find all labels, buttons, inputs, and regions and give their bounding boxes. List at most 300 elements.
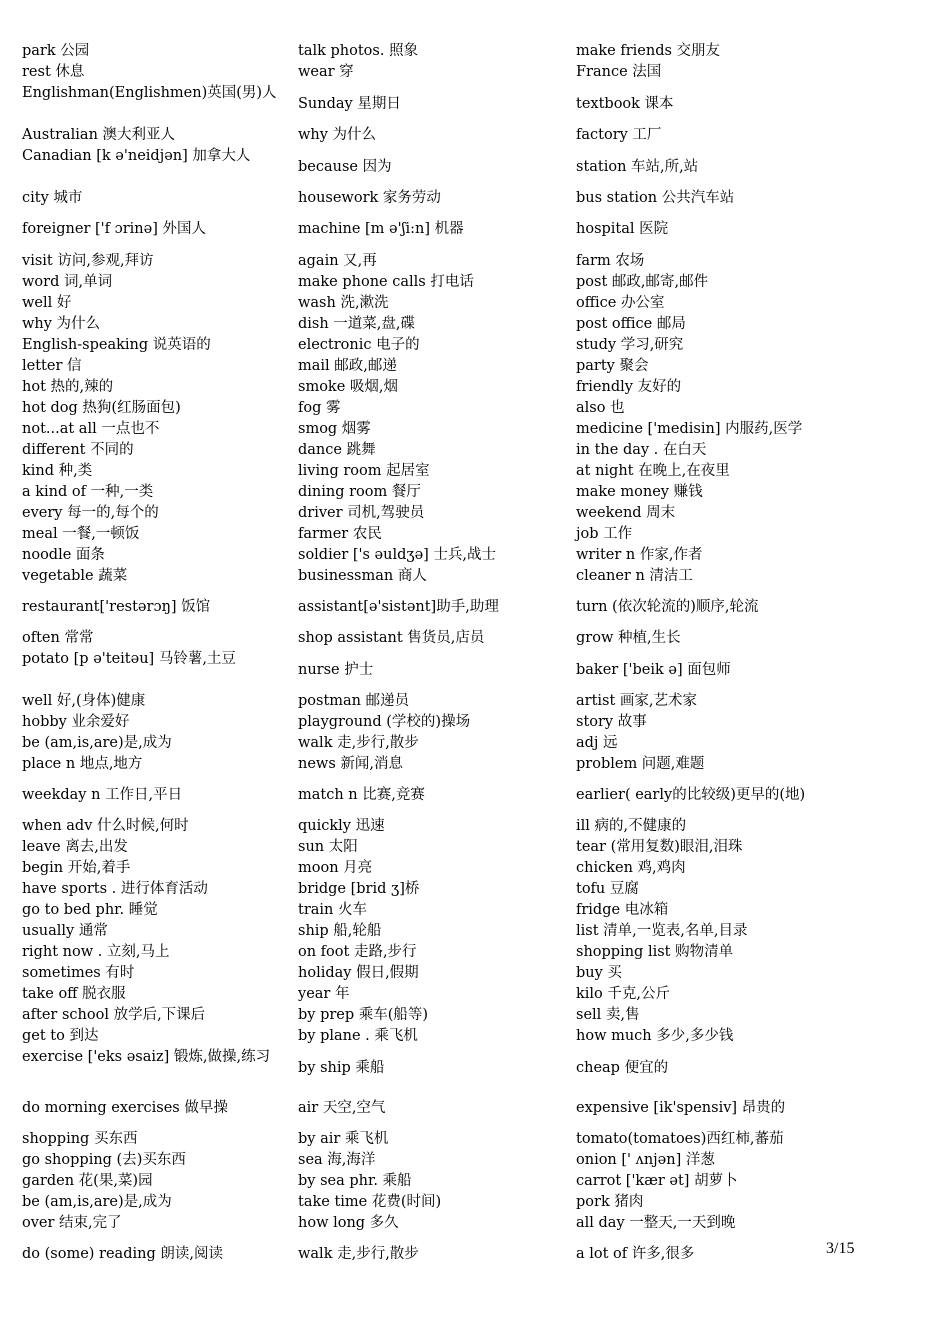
vocab-entry <box>576 219 896 240</box>
vocab-entry <box>576 1213 896 1234</box>
vocab-entry-text: holiday 假日,假期 <box>298 965 419 981</box>
vocab-entry <box>576 41 896 62</box>
vocab-entry-text: news 新闻,消息 <box>298 756 403 772</box>
vocab-entry-text: city 城市 <box>22 190 83 206</box>
vocab-entry <box>576 984 896 1005</box>
vocab-entry-text: make friends 交朋友 <box>576 43 721 59</box>
vocab-entry <box>22 754 286 775</box>
vocab-entry-text: dish 一道菜,盘,碟 <box>298 316 416 332</box>
vocab-entry <box>22 1047 286 1089</box>
vocab-entry-text: how much 多少,多少钱 <box>576 1028 734 1044</box>
vocab-entry <box>298 754 566 775</box>
vocab-entry <box>22 188 286 209</box>
vocab-entry-text: dining room 餐厅 <box>298 484 421 500</box>
vocab-entry-text: artist 画家,艺术家 <box>576 693 698 709</box>
vocab-entry <box>576 125 896 146</box>
vocab-entry-text: weekend 周末 <box>576 505 676 521</box>
vocab-entry <box>576 482 896 503</box>
vocab-entry-text: ill 病的,不健康的 <box>576 818 687 834</box>
vocab-entry <box>22 335 286 356</box>
vocab-entry-text: by air 乘飞机 <box>298 1131 389 1147</box>
vocab-entry-text: by prep 乘车(船等) <box>298 1007 429 1023</box>
vocab-entry-text: party 聚会 <box>576 358 649 374</box>
vocab-entry <box>22 356 286 377</box>
vocab-entry <box>298 712 566 733</box>
vocab-entry-text: soldier ['s əuldʒə] 士兵,战士 <box>298 547 497 563</box>
vocab-entry-text: visit 访问,参观,拜访 <box>22 253 154 269</box>
vocab-entry <box>22 1005 286 1026</box>
vocab-entry-text: playground (学校的)操场 <box>298 714 471 730</box>
vocab-entry-text: weekday n 工作日,平日 <box>22 787 183 803</box>
vocab-entry <box>298 921 566 942</box>
vocab-entry-text: list 清单,一览表,名单,目录 <box>576 923 748 939</box>
vocab-entry <box>22 440 286 461</box>
vocab-entry <box>298 1098 566 1119</box>
vocab-entry <box>576 272 896 293</box>
vocab-entry <box>22 963 286 984</box>
vocab-entry <box>22 984 286 1005</box>
vocab-entry <box>576 900 896 921</box>
vocab-entry <box>298 398 566 419</box>
vocab-entry-text: also 也 <box>576 400 625 416</box>
vocab-entry <box>298 1213 566 1234</box>
vocab-entry <box>22 1129 286 1150</box>
vocab-entry <box>298 62 566 83</box>
vocab-entry-text: Australian 澳大利亚人 <box>22 127 176 143</box>
vocab-entry-text: kilo 千克,公斤 <box>576 986 671 1002</box>
vocab-entry-text: cleaner n 清洁工 <box>576 568 693 584</box>
vocab-entry <box>22 272 286 293</box>
vocab-entry <box>576 733 896 754</box>
vocab-entry <box>576 628 896 649</box>
vocab-entry-text: go shopping (去)买东西 <box>22 1152 186 1168</box>
vocab-entry-text: have sports . 进行体育活动 <box>22 881 208 897</box>
vocab-entry <box>576 963 896 984</box>
vocab-entry-text: why 为什么 <box>22 316 101 332</box>
vocab-entry <box>22 597 286 618</box>
vocab-entry <box>298 733 566 754</box>
vocab-entry <box>22 837 286 858</box>
vocab-entry-text: living room 起居室 <box>298 463 430 479</box>
vocab-entry-text: tear (常用复数)眼泪,泪珠 <box>576 839 743 855</box>
vocab-entry-text: station 车站,所,站 <box>576 158 699 175</box>
vocab-entry <box>298 1026 566 1047</box>
vocab-entry <box>22 1213 286 1234</box>
vocab-entry <box>298 272 566 293</box>
vocab-entry-text: tofu 豆腐 <box>576 881 639 897</box>
vocab-entry-text: in the day . 在白天 <box>576 442 707 458</box>
vocab-entry-text: assistant[ə'sistənt]助手,助理 <box>298 599 499 615</box>
vocab-entry <box>22 879 286 900</box>
vocab-entry-text: shopping list 购物清单 <box>576 944 734 960</box>
vocab-entry <box>298 419 566 440</box>
vocab-entry-text: tomato(tomatoes)西红柿,蕃茄 <box>576 1131 784 1147</box>
vocab-entry-text: smoke 吸烟,烟 <box>298 379 399 395</box>
vocab-entry <box>576 1047 896 1089</box>
vocab-entry <box>576 597 896 618</box>
vocab-entry <box>298 41 566 62</box>
vocab-entry <box>576 188 896 209</box>
vocab-entry <box>576 1098 896 1119</box>
vocab-entry-text: hot dog 热狗(红肠面包) <box>22 400 181 416</box>
vocab-entry-text: park 公园 <box>22 43 90 59</box>
vocab-entry-text: usually 通常 <box>22 923 108 939</box>
vocab-entry-text: ship 船,轮船 <box>298 923 382 939</box>
vocab-entry <box>298 566 566 587</box>
vocab-entry <box>298 524 566 545</box>
vocab-entry-text: by sea phr. 乘船 <box>298 1173 412 1189</box>
vocab-entry <box>576 314 896 335</box>
vocab-entry-text: problem 问题,难题 <box>576 756 705 772</box>
vocab-entry-text: bridge [brid ʒ]桥 <box>298 881 420 897</box>
vocab-entry-text: baker ['beik ə] 面包师 <box>576 661 731 678</box>
vocab-entry-text: letter 信 <box>22 358 82 374</box>
vocab-entry <box>576 461 896 482</box>
vocab-entry-text: well 好,(身体)健康 <box>22 693 146 709</box>
vocab-entry <box>298 1244 566 1265</box>
vocab-entry-text: earlier( early的比较级)更早的(地) <box>576 787 806 803</box>
vocab-entry-text: hot 热的,辣的 <box>22 379 114 395</box>
vocab-entry-text: leave 离去,出发 <box>22 839 128 855</box>
vocab-entry-text: smog 烟雾 <box>298 421 371 437</box>
vocab-entry-text: place n 地点,地方 <box>22 756 143 772</box>
vocab-entry <box>22 83 286 125</box>
vocab-entry <box>576 62 896 83</box>
vocab-entry-text: farmer 农民 <box>298 526 382 542</box>
vocab-entry-text: why 为什么 <box>298 127 377 143</box>
vocab-entry-text: turn (依次轮流的)顺序,轮流 <box>576 599 759 615</box>
vocab-entry-text: expensive [ik'spensiv] 昂贵的 <box>576 1100 786 1116</box>
vocab-entry <box>576 816 896 837</box>
vocab-entry <box>298 879 566 900</box>
vocab-entry <box>22 251 286 272</box>
vocab-entry <box>22 712 286 733</box>
vocab-entry-text: vegetable 蔬菜 <box>22 568 128 584</box>
vocab-entry-text: take time 花费(时间) <box>298 1194 442 1210</box>
vocab-entry <box>22 649 286 691</box>
vocab-entry-text: onion [' ʌnjən] 洋葱 <box>576 1152 715 1168</box>
vocab-entry <box>22 566 286 587</box>
vocab-entry <box>22 1171 286 1192</box>
vocab-entry-text: story 故事 <box>576 714 647 730</box>
vocab-entry-text: foreigner ['f ɔrinə] 外国人 <box>22 221 206 237</box>
vocab-entry <box>298 900 566 921</box>
vocab-entry <box>576 566 896 587</box>
vocab-entry-text: shop assistant 售货员,店员 <box>298 630 485 646</box>
vocab-entry <box>576 1150 896 1171</box>
vocab-entry-text: driver 司机,驾驶员 <box>298 505 425 521</box>
vocab-entry-text: get to 到达 <box>22 1028 99 1044</box>
vocab-entry-text: talk photos. 照象 <box>298 43 419 59</box>
vocab-entry <box>298 146 566 188</box>
vocab-entry-text: wear 穿 <box>298 64 354 80</box>
vocab-entry <box>298 858 566 879</box>
vocab-entry-text: carrot ['kær ət] 胡萝卜 <box>576 1173 738 1189</box>
vocab-entry <box>22 1192 286 1213</box>
vocab-entry-text: shopping 买东西 <box>22 1131 138 1147</box>
vocab-entry-text: moon 月亮 <box>298 860 373 876</box>
vocab-entry <box>298 356 566 377</box>
vocab-entry-text: grow 种植,生长 <box>576 630 681 646</box>
vocab-entry-text: garden 花(果,菜)园 <box>22 1173 153 1189</box>
vocab-entry <box>22 942 286 963</box>
vocab-entry-text: exercise ['eks əsaiz] 锻炼,做操,练习 <box>22 1049 271 1065</box>
vocab-entry <box>298 440 566 461</box>
vocab-entry <box>22 733 286 754</box>
vocab-entry-text: on foot 走路,步行 <box>298 944 417 960</box>
vocab-entry-text: medicine ['medisin] 内服药,医学 <box>576 421 803 437</box>
vocab-entry-text: how long 多久 <box>298 1215 399 1231</box>
vocab-entry <box>576 649 896 691</box>
vocab-entry-text: kind 种,类 <box>22 463 93 479</box>
vocab-entry-text: again 又,再 <box>298 253 377 269</box>
vocab-entry <box>576 1026 896 1047</box>
vocab-entry <box>298 816 566 837</box>
vocab-entry-text: often 常常 <box>22 630 94 646</box>
vocab-entry-text: potato [p ə'teitəu] 马铃薯,土豆 <box>22 651 236 667</box>
vocab-entry-text: quickly 迅速 <box>298 818 385 834</box>
vocab-entry <box>22 398 286 419</box>
vocab-entry <box>576 858 896 879</box>
vocab-entry <box>576 251 896 272</box>
vocab-entry-text: hospital 医院 <box>576 221 669 237</box>
vocab-entry <box>298 1150 566 1171</box>
vocab-entry <box>576 440 896 461</box>
vocab-entry-text: France 法国 <box>576 64 662 80</box>
vocab-entry-text: walk 走,步行,散步 <box>298 735 419 751</box>
vocab-entry-text: sea 海,海洋 <box>298 1152 376 1168</box>
vocab-entry-text: be (am,is,are)是,成为 <box>22 1194 172 1210</box>
vocab-entry <box>576 293 896 314</box>
vocab-entry <box>298 335 566 356</box>
vocab-entry-text: a kind of 一种,一类 <box>22 484 154 500</box>
vocab-entry <box>576 921 896 942</box>
vocab-entry <box>298 1171 566 1192</box>
vocab-entry <box>576 879 896 900</box>
vocab-entry <box>576 545 896 566</box>
vocab-entry-text: train 火车 <box>298 902 367 918</box>
vocab-entry-text: textbook 课本 <box>576 95 674 112</box>
vocab-entry <box>22 785 286 806</box>
vocab-entry-text: noodle 面条 <box>22 547 105 563</box>
page-number: 3/15 <box>826 1240 855 1257</box>
vocab-entry-text: at night 在晚上,在夜里 <box>576 463 730 479</box>
vocab-entry-text: adj 远 <box>576 735 618 751</box>
vocab-entry <box>298 545 566 566</box>
vocab-entry <box>576 1171 896 1192</box>
vocab-entry-text: friendly 友好的 <box>576 379 682 395</box>
vocab-entry <box>298 649 566 691</box>
vocab-entry <box>298 1047 566 1089</box>
vocab-entry-text: Englishman(Englishmen)英国(男)人 <box>22 85 277 101</box>
vocab-entry-text: when adv 什么时候,何时 <box>22 818 189 834</box>
vocab-entry <box>298 785 566 806</box>
vocab-entry <box>576 398 896 419</box>
vocab-entry <box>22 419 286 440</box>
vocab-entry <box>576 377 896 398</box>
vocab-entry-text: housework 家务劳动 <box>298 190 441 206</box>
vocab-entry-text: make money 赚钱 <box>576 484 703 500</box>
vocab-entry <box>576 83 896 125</box>
vocab-entry <box>298 503 566 524</box>
vocab-entry <box>22 858 286 879</box>
vocab-entry <box>576 691 896 712</box>
vocab-entry <box>298 1005 566 1026</box>
vocab-entry-text: every 每一的,每个的 <box>22 505 159 521</box>
vocab-entry <box>298 377 566 398</box>
vocab-entry-text: air 天空,空气 <box>298 1100 386 1116</box>
vocab-entry <box>576 1192 896 1213</box>
vocab-entry <box>576 1129 896 1150</box>
vocab-entry-text: study 学习,研究 <box>576 337 684 353</box>
vocab-entry <box>298 1192 566 1213</box>
vocab-entry-text: year 年 <box>298 986 350 1002</box>
vocab-entry-text: fridge 电冰箱 <box>576 902 669 918</box>
vocab-entry <box>298 963 566 984</box>
vocab-entry <box>22 377 286 398</box>
vocab-entry-text: electronic 电子的 <box>298 337 420 353</box>
vocab-entry <box>22 900 286 921</box>
vocab-entry <box>22 461 286 482</box>
vocab-entry <box>22 62 286 83</box>
vocab-entry <box>298 314 566 335</box>
vocab-entry-text: meal 一餐,一顿饭 <box>22 526 140 542</box>
vocab-entry <box>298 188 566 209</box>
vocab-entry-text: writer n 作家,作者 <box>576 547 703 563</box>
vocab-entry-text: bus station 公共汽车站 <box>576 190 735 206</box>
vocab-entry <box>22 545 286 566</box>
vocab-entry <box>298 597 566 618</box>
vocab-entry-text: factory 工厂 <box>576 127 662 143</box>
vocab-entry <box>298 691 566 712</box>
vocab-entry <box>22 628 286 649</box>
vocab-entry-text: English-speaking 说英语的 <box>22 337 211 353</box>
vocab-entry-text: by ship 乘船 <box>298 1059 385 1076</box>
vocab-entry-text: begin 开始,着手 <box>22 860 131 876</box>
vocab-entry <box>22 921 286 942</box>
vocab-entry-text: hobby 业余爱好 <box>22 714 130 730</box>
vocab-entry <box>22 146 286 188</box>
vocab-entry <box>22 1026 286 1047</box>
vocab-entry <box>298 83 566 125</box>
vocab-entry-text: walk 走,步行,散步 <box>298 1246 419 1262</box>
vocab-entry-text: farm 农场 <box>576 253 645 269</box>
vocab-entry-text: post 邮政,邮寄,邮件 <box>576 274 709 290</box>
vocab-entry <box>298 942 566 963</box>
vocab-entry-text: job 工作 <box>576 526 633 542</box>
vocab-entry <box>576 1005 896 1026</box>
vocab-entry <box>22 482 286 503</box>
vocab-entry-text: nurse 护士 <box>298 661 374 678</box>
vocab-entry <box>576 524 896 545</box>
vocab-entry <box>298 837 566 858</box>
vocab-entry-text: businessman 商人 <box>298 568 427 584</box>
vocab-entry <box>22 691 286 712</box>
vocab-entry <box>576 942 896 963</box>
vocab-entry-text: postman 邮递员 <box>298 693 410 709</box>
vocab-entry-text: do morning exercises 做早操 <box>22 1100 228 1116</box>
vocab-entry-text: make phone calls 打电话 <box>298 274 474 290</box>
vocab-entry-text: because 因为 <box>298 158 392 175</box>
vocab-entry <box>22 219 286 240</box>
vocab-entry-text: sun 太阳 <box>298 839 358 855</box>
vocab-entry <box>298 984 566 1005</box>
vocab-entry-text: cheap 便宜的 <box>576 1059 669 1076</box>
vocab-entry <box>576 754 896 775</box>
vocab-entry-text: dance 跳舞 <box>298 442 376 458</box>
vocab-entry-text: mail 邮政,邮递 <box>298 358 397 374</box>
vocab-entry-text: different 不同的 <box>22 442 134 458</box>
vocab-entry-text: well 好 <box>22 295 72 311</box>
vocab-entry <box>576 356 896 377</box>
vocab-entry <box>22 41 286 62</box>
vocab-entry <box>576 837 896 858</box>
vocab-entry <box>22 1098 286 1119</box>
vocab-entry-text: sometimes 有时 <box>22 965 135 981</box>
vocab-entry <box>298 219 566 240</box>
vocab-entry-text: go to bed phr. 睡觉 <box>22 902 158 918</box>
vocab-entry <box>298 1129 566 1150</box>
vocab-entry-text: post office 邮局 <box>576 316 686 332</box>
vocab-entry-text: wash 洗,漱洗 <box>298 295 389 311</box>
vocab-entry <box>22 1244 286 1265</box>
vocab-entry-text: match n 比赛,竞赛 <box>298 787 425 803</box>
vocab-entry <box>22 293 286 314</box>
vocab-entry <box>22 125 286 146</box>
vocab-entry <box>298 125 566 146</box>
vocab-entry-text: do (some) reading 朗读,阅读 <box>22 1246 223 1262</box>
vocab-entry <box>22 503 286 524</box>
vocab-entry <box>576 785 896 806</box>
vocab-entry <box>298 461 566 482</box>
vocab-entry-text: pork 猪肉 <box>576 1194 644 1210</box>
vocab-entry-text: restaurant['restərɔŋ] 饭馆 <box>22 599 211 615</box>
vocab-entry-text: by plane . 乘飞机 <box>298 1028 418 1044</box>
vocab-entry-text: a lot of 许多,很多 <box>576 1246 695 1262</box>
vocab-entry-text: over 结束,完了 <box>22 1215 122 1231</box>
vocab-entry <box>298 293 566 314</box>
vocab-entry <box>22 314 286 335</box>
vocab-entry-text: Sunday 星期日 <box>298 95 401 112</box>
vocab-entry <box>22 524 286 545</box>
vocab-entry <box>22 816 286 837</box>
vocab-entry-text: take off 脱衣服 <box>22 986 126 1002</box>
vocab-entry <box>576 712 896 733</box>
vocab-entry <box>298 628 566 649</box>
vocab-entry-text: rest 休息 <box>22 64 85 80</box>
vocab-entry-text: be (am,is,are)是,成为 <box>22 735 172 751</box>
vocab-entry <box>576 146 896 188</box>
vocab-entry <box>576 503 896 524</box>
vocab-entry <box>22 1150 286 1171</box>
vocab-entry <box>576 419 896 440</box>
vocab-entry-text: all day 一整天,一天到晚 <box>576 1215 736 1231</box>
vocab-entry <box>298 251 566 272</box>
vocab-entry-text: fog 雾 <box>298 400 341 416</box>
vocab-entry-text: after school 放学后,下课后 <box>22 1007 206 1023</box>
vocab-entry-text: office 办公室 <box>576 295 665 311</box>
vocab-entry-text: word 词,单词 <box>22 274 113 290</box>
vocab-entry-text: chicken 鸡,鸡肉 <box>576 860 686 876</box>
vocab-entry-text: buy 买 <box>576 965 622 981</box>
vocab-entry-text: not...at all 一点也不 <box>22 421 160 437</box>
vocab-entry <box>298 482 566 503</box>
vocab-entry-text: Canadian [k ə'neidjən] 加拿大人 <box>22 148 251 164</box>
vocab-entry-text: sell 卖,售 <box>576 1007 640 1023</box>
vocab-entry <box>576 335 896 356</box>
vocab-entry-text: right now . 立刻,马上 <box>22 944 170 960</box>
vocab-entry-text: machine [m ə'ʃi:n] 机器 <box>298 221 464 237</box>
